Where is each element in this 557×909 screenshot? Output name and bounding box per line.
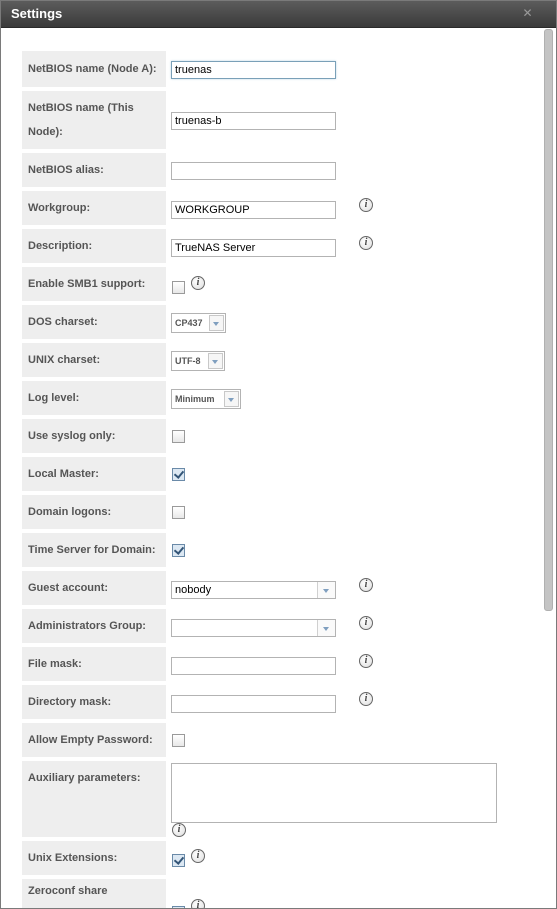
label-aux-params: Auxiliary parameters: (22, 761, 166, 837)
label-zeroconf: Zeroconf share (22, 879, 166, 909)
file-mask-input[interactable] (171, 657, 336, 675)
dos-charset-select[interactable]: CP437 (171, 313, 226, 333)
unix-extensions-checkbox[interactable] (172, 854, 185, 867)
chevron-down-icon[interactable] (224, 391, 239, 407)
chevron-down-icon[interactable] (317, 620, 335, 636)
guest-account-combobox[interactable]: nobody (171, 581, 336, 599)
local-master-checkbox[interactable] (172, 468, 185, 481)
info-icon[interactable]: i (191, 276, 205, 290)
label-syslog-only: Use syslog only: (22, 419, 166, 453)
log-level-select[interactable]: Minimum (171, 389, 241, 409)
label-netbios-name-a: NetBIOS name (Node A): (22, 51, 166, 87)
chevron-down-icon[interactable] (317, 582, 335, 598)
row-unix-extensions (22, 841, 522, 875)
dialog-titlebar[interactable] (1, 1, 556, 28)
row-allow-empty-password (22, 723, 522, 757)
allow-empty-password-checkbox[interactable] (172, 734, 185, 747)
label-unix-charset: UNIX charset: (22, 343, 166, 377)
row-description (22, 229, 522, 263)
label-smb1: Enable SMB1 support: (22, 267, 166, 301)
smb1-checkbox[interactable] (172, 281, 185, 294)
syslog-only-checkbox[interactable] (172, 430, 185, 443)
scrollbar-thumb[interactable] (544, 29, 553, 611)
info-icon[interactable]: i (359, 692, 373, 706)
netbios-name-a-input[interactable] (171, 61, 336, 79)
label-local-master: Local Master: (22, 457, 166, 491)
row-unix-charset (22, 343, 522, 377)
label-dos-charset: DOS charset: (22, 305, 166, 339)
label-time-server: Time Server for Domain: (22, 533, 166, 567)
label-allow-empty-password: Allow Empty Password: (22, 723, 166, 757)
directory-mask-input[interactable] (171, 695, 336, 713)
time-server-checkbox[interactable] (172, 544, 185, 557)
row-netbios-name-a (22, 51, 522, 87)
row-admin-group (22, 609, 522, 643)
label-unix-extensions: Unix Extensions: (22, 841, 166, 875)
row-workgroup (22, 191, 522, 225)
chevron-down-icon[interactable] (208, 353, 223, 369)
row-syslog-only (22, 419, 522, 453)
row-file-mask (22, 647, 522, 681)
info-icon[interactable]: i (359, 198, 373, 212)
label-directory-mask: Directory mask: (22, 685, 166, 719)
description-input[interactable] (171, 239, 336, 257)
domain-logons-checkbox[interactable] (172, 506, 185, 519)
label-file-mask: File mask: (22, 647, 166, 681)
chevron-down-icon[interactable] (209, 315, 224, 331)
label-netbios-name-this: NetBIOS name (This Node): (22, 91, 166, 149)
netbios-name-this-input[interactable] (171, 112, 336, 130)
row-guest-account (22, 571, 522, 605)
row-domain-logons (22, 495, 522, 529)
info-icon[interactable]: i (359, 654, 373, 668)
unix-charset-select[interactable]: UTF-8 (171, 351, 225, 371)
row-dos-charset (22, 305, 522, 339)
row-local-master (22, 457, 522, 491)
label-workgroup: Workgroup: (22, 191, 166, 225)
row-netbios-alias (22, 153, 522, 187)
label-log-level: Log level: (22, 381, 166, 415)
info-icon[interactable]: i (359, 236, 373, 250)
info-icon[interactable]: i (359, 578, 373, 592)
admin-group-combobox[interactable] (171, 619, 336, 637)
aux-params-textarea[interactable] (171, 763, 497, 823)
row-aux-params (22, 761, 522, 837)
netbios-alias-input[interactable] (171, 162, 336, 180)
row-netbios-name-this (22, 91, 522, 149)
row-time-server (22, 533, 522, 567)
label-admin-group: Administrators Group: (22, 609, 166, 643)
label-netbios-alias: NetBIOS alias: (22, 153, 166, 187)
label-description: Description: (22, 229, 166, 263)
row-zeroconf (22, 879, 522, 909)
dialog-title: Settings (11, 6, 63, 21)
row-directory-mask (22, 685, 522, 719)
info-icon[interactable]: i (191, 849, 205, 863)
workgroup-input[interactable] (171, 201, 336, 219)
row-smb1 (22, 267, 522, 301)
close-icon[interactable]: ✕ (522, 6, 533, 20)
label-domain-logons: Domain logons: (22, 495, 166, 529)
info-icon[interactable]: i (191, 899, 205, 909)
row-log-level (22, 381, 522, 415)
label-guest-account: Guest account: (22, 571, 166, 605)
info-icon[interactable]: i (172, 823, 186, 837)
info-icon[interactable]: i (359, 616, 373, 630)
